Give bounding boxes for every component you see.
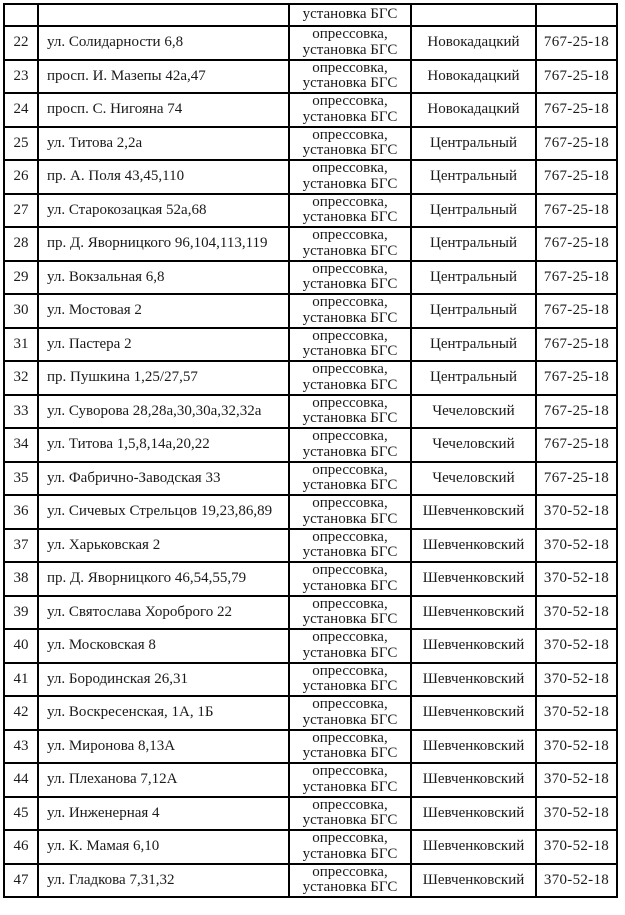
works-line-2: установка БГС — [302, 142, 398, 159]
row-number-cell — [4, 4, 38, 26]
district-cell: Центральный — [411, 160, 536, 194]
district-cell: Центральный — [411, 361, 536, 395]
phone-cell: 767-25-18 — [536, 395, 617, 429]
table-row — [4, 663, 617, 697]
works-cell — [289, 797, 411, 831]
district-cell: Центральный — [411, 294, 536, 328]
table-row — [4, 93, 617, 127]
works-line-2: установка БГС — [302, 845, 398, 862]
district-cell: Центральный — [411, 227, 536, 261]
district-cell: Чечеловский — [411, 395, 536, 429]
works-line-2: установка БГС — [302, 510, 398, 527]
table-row — [4, 60, 617, 94]
row-number-cell: 45 — [4, 797, 38, 831]
works-cell — [289, 261, 411, 295]
address-cell: ул. Харьковская 2 — [38, 529, 289, 563]
works-cell — [289, 127, 411, 161]
works-line-1: опрессовка, — [312, 830, 388, 847]
row-number-cell: 22 — [4, 26, 38, 60]
phone-cell: 370-52-18 — [536, 495, 617, 529]
works-line-2: установка БГС — [302, 309, 398, 326]
rows-container — [4, 4, 617, 897]
works-line-1: опрессовка, — [312, 595, 388, 612]
district-cell: Шевченковский — [411, 529, 536, 563]
row-number-cell: 40 — [4, 629, 38, 663]
address-cell: пр. Д. Яворницкого 96,104,113,119 — [38, 227, 289, 261]
works-line-2: установка БГС — [302, 678, 398, 695]
table-row — [4, 194, 617, 228]
district-cell: Центральный — [411, 328, 536, 362]
phone-cell: 370-52-18 — [536, 797, 617, 831]
works-cell — [289, 529, 411, 563]
works-line-2: установка БГС — [302, 175, 398, 192]
works-line-2: установка БГС — [302, 879, 398, 896]
table-row — [4, 529, 617, 563]
works-line-2: установка БГС — [302, 644, 398, 661]
works-cell — [289, 395, 411, 429]
address-cell: ул. Солидарности 6,8 — [38, 26, 289, 60]
phone-cell: 767-25-18 — [536, 227, 617, 261]
works-line-1: опрессовка, — [312, 495, 388, 512]
works-line-2: установка БГС — [302, 812, 398, 829]
phone-cell: 370-52-18 — [536, 663, 617, 697]
table-row — [4, 696, 617, 730]
phone-cell — [536, 4, 617, 26]
phone-cell: 370-52-18 — [536, 596, 617, 630]
district-cell: Чечеловский — [411, 428, 536, 462]
works-line-1: опрессовка, — [312, 428, 388, 445]
district-cell: Шевченковский — [411, 629, 536, 663]
works-line-1: опрессовка, — [312, 26, 388, 43]
works-line-1: опрессовка, — [312, 93, 388, 110]
table-row — [4, 294, 617, 328]
works-line-1: опрессовка, — [312, 361, 388, 378]
works-line-1: опрессовка, — [312, 562, 388, 579]
phone-cell: 767-25-18 — [536, 194, 617, 228]
address-cell: ул. Вокзальная 6,8 — [38, 261, 289, 295]
address-cell: просп. С. Нигояна 74 — [38, 93, 289, 127]
works-cell — [289, 93, 411, 127]
row-number-cell: 46 — [4, 830, 38, 864]
table-row — [4, 629, 617, 663]
phone-cell: 370-52-18 — [536, 730, 617, 764]
works-line-2: установка БГС — [302, 410, 398, 427]
phone-cell: 767-25-18 — [536, 328, 617, 362]
district-cell: Шевченковский — [411, 864, 536, 898]
works-line-2: установка БГС — [302, 711, 398, 728]
row-number-cell: 32 — [4, 361, 38, 395]
works-line-1: опрессовка, — [312, 796, 388, 813]
works-line-2: установка БГС — [302, 611, 398, 628]
row-number-cell: 25 — [4, 127, 38, 161]
table-row — [4, 562, 617, 596]
works-cell — [289, 428, 411, 462]
works-line-1: опрессовка, — [312, 294, 388, 311]
works-line-1: опрессовка, — [312, 394, 388, 411]
address-cell: ул. Мостовая 2 — [38, 294, 289, 328]
works-line-1: опрессовка, — [312, 763, 388, 780]
district-cell: Шевченковский — [411, 696, 536, 730]
phone-cell: 370-52-18 — [536, 830, 617, 864]
works-line-1: опрессовка, — [312, 126, 388, 143]
works-line-1: опрессовка, — [312, 729, 388, 746]
works-line-2: установка БГС — [302, 108, 398, 125]
phone-cell: 767-25-18 — [536, 361, 617, 395]
works-cell — [289, 160, 411, 194]
works-cell — [289, 294, 411, 328]
phone-cell: 767-25-18 — [536, 26, 617, 60]
works-line-1: опрессовка, — [312, 260, 388, 277]
address-cell: ул. Гладкова 7,31,32 — [38, 864, 289, 898]
district-cell: Шевченковский — [411, 562, 536, 596]
works-line-2: установка БГС — [302, 577, 398, 594]
row-number-cell: 38 — [4, 562, 38, 596]
address-cell: ул. Сичевых Стрельцов 19,23,86,89 — [38, 495, 289, 529]
works-line-2: установка БГС — [302, 745, 398, 762]
row-number-cell: 27 — [4, 194, 38, 228]
row-number-cell: 35 — [4, 462, 38, 496]
row-number-cell: 24 — [4, 93, 38, 127]
phone-cell: 767-25-18 — [536, 60, 617, 94]
schedule-table — [3, 3, 618, 898]
row-number-cell: 37 — [4, 529, 38, 563]
district-cell: Новокадацкий — [411, 26, 536, 60]
row-number-cell: 31 — [4, 328, 38, 362]
row-number-cell: 41 — [4, 663, 38, 697]
phone-cell: 767-25-18 — [536, 127, 617, 161]
works-cell — [289, 763, 411, 797]
table-row — [4, 361, 617, 395]
address-cell: ул. Святослава Хороброго 22 — [38, 596, 289, 630]
district-cell: Новокадацкий — [411, 93, 536, 127]
address-cell: ул. Инженерная 4 — [38, 797, 289, 831]
table-row — [4, 227, 617, 261]
works-line-1: опрессовка, — [312, 696, 388, 713]
district-cell: Центральный — [411, 127, 536, 161]
phone-cell: 370-52-18 — [536, 529, 617, 563]
works-cell — [289, 830, 411, 864]
works-cell — [289, 696, 411, 730]
works-line-1: опрессовка, — [312, 193, 388, 210]
table-row — [4, 395, 617, 429]
row-number-cell: 36 — [4, 495, 38, 529]
works-cell — [289, 562, 411, 596]
phone-cell: 767-25-18 — [536, 294, 617, 328]
phone-cell: 767-25-18 — [536, 261, 617, 295]
address-cell: пр. Пушкина 1,25/27,57 — [38, 361, 289, 395]
works-cell — [289, 495, 411, 529]
works-line-1: опрессовка, — [312, 863, 388, 880]
address-cell: пр. А. Поля 43,45,110 — [38, 160, 289, 194]
works-line-2: установка БГС — [302, 544, 398, 561]
row-number-cell: 44 — [4, 763, 38, 797]
address-cell: ул. Воскресенская, 1А, 1Б — [38, 696, 289, 730]
works-line-2: установка БГС — [302, 443, 398, 460]
works-line-1: опрессовка, — [312, 227, 388, 244]
table-row — [4, 596, 617, 630]
district-cell: Центральный — [411, 194, 536, 228]
row-number-cell: 26 — [4, 160, 38, 194]
address-cell: ул. Старокозацкая 52а,68 — [38, 194, 289, 228]
district-cell: Шевченковский — [411, 763, 536, 797]
address-cell — [38, 4, 289, 26]
works-cell — [289, 60, 411, 94]
row-number-cell: 28 — [4, 227, 38, 261]
table-row — [4, 797, 617, 831]
works-line-2: установка БГС — [302, 477, 398, 494]
phone-cell: 767-25-18 — [536, 428, 617, 462]
continuation-row — [4, 4, 617, 26]
row-number-cell: 47 — [4, 864, 38, 898]
address-cell: ул. К. Мамая 6,10 — [38, 830, 289, 864]
row-number-cell: 29 — [4, 261, 38, 295]
address-cell: ул. Миронова 8,13А — [38, 730, 289, 764]
table-row — [4, 160, 617, 194]
works-line-1: опрессовка, — [312, 662, 388, 679]
works-line-1: опрессовка, — [312, 461, 388, 478]
works-line-1: опрессовка, — [312, 327, 388, 344]
works-cell — [289, 328, 411, 362]
works-cell — [289, 596, 411, 630]
works-line-1: опрессовка, — [312, 59, 388, 76]
works-line-2: установка БГС — [302, 276, 398, 293]
works-line-2: установка БГС — [302, 209, 398, 226]
phone-cell: 370-52-18 — [536, 629, 617, 663]
table-row — [4, 830, 617, 864]
district-cell: Новокадацкий — [411, 60, 536, 94]
works-cell — [289, 864, 411, 898]
row-number-cell: 33 — [4, 395, 38, 429]
table-row — [4, 127, 617, 161]
works-line-2: установка БГС — [302, 75, 398, 92]
district-cell: Шевченковский — [411, 830, 536, 864]
district-cell: Чечеловский — [411, 462, 536, 496]
phone-cell: 370-52-18 — [536, 864, 617, 898]
row-number-cell: 23 — [4, 60, 38, 94]
works-line-1: опрессовка, — [312, 528, 388, 545]
row-number-cell: 34 — [4, 428, 38, 462]
address-cell: ул. Титова 1,5,8,14а,20,22 — [38, 428, 289, 462]
district-cell: Шевченковский — [411, 596, 536, 630]
row-number-cell: 42 — [4, 696, 38, 730]
works-line-2: установка БГС — [302, 343, 398, 360]
works-line-2: установка БГС — [302, 41, 398, 58]
address-cell: ул. Плеханова 7,12А — [38, 763, 289, 797]
table-row — [4, 428, 617, 462]
works-line-2: установка БГС — [302, 778, 398, 795]
address-cell: ул. Пастера 2 — [38, 328, 289, 362]
works-cell — [289, 629, 411, 663]
address-cell: ул. Московская 8 — [38, 629, 289, 663]
district-cell: Шевченковский — [411, 797, 536, 831]
phone-cell: 767-25-18 — [536, 160, 617, 194]
address-cell: ул. Фабрично-Заводская 33 — [38, 462, 289, 496]
phone-cell: 767-25-18 — [536, 462, 617, 496]
table-row — [4, 495, 617, 529]
table-row — [4, 730, 617, 764]
works-cell — [289, 730, 411, 764]
works-line-2: установка БГС — [302, 376, 398, 393]
address-cell: ул. Титова 2,2а — [38, 127, 289, 161]
address-cell: ул. Суворова 28,28а,30,30а,32,32а — [38, 395, 289, 429]
phone-cell: 767-25-18 — [536, 93, 617, 127]
phone-cell: 370-52-18 — [536, 562, 617, 596]
table-row — [4, 763, 617, 797]
table-row — [4, 864, 617, 898]
works-line-1: опрессовка, — [312, 629, 388, 646]
works-cell — [289, 227, 411, 261]
works-cell — [289, 194, 411, 228]
district-cell — [411, 4, 536, 26]
address-cell: ул. Бородинская 26,31 — [38, 663, 289, 697]
phone-cell: 370-52-18 — [536, 696, 617, 730]
table-row — [4, 328, 617, 362]
address-cell: просп. И. Мазепы 42а,47 — [38, 60, 289, 94]
table-row — [4, 462, 617, 496]
district-cell: Шевченковский — [411, 730, 536, 764]
row-number-cell: 43 — [4, 730, 38, 764]
table-row — [4, 26, 617, 60]
works-cell: установка БГС — [289, 4, 411, 26]
district-cell: Шевченковский — [411, 663, 536, 697]
works-line-2: установка БГС — [302, 242, 398, 259]
works-cell — [289, 26, 411, 60]
works-line-1: опрессовка, — [312, 160, 388, 177]
table-row — [4, 261, 617, 295]
row-number-cell: 39 — [4, 596, 38, 630]
district-cell: Шевченковский — [411, 495, 536, 529]
address-cell: пр. Д. Яворницкого 46,54,55,79 — [38, 562, 289, 596]
district-cell: Центральный — [411, 261, 536, 295]
phone-cell: 370-52-18 — [536, 763, 617, 797]
row-number-cell: 30 — [4, 294, 38, 328]
works-cell — [289, 663, 411, 697]
works-cell — [289, 361, 411, 395]
works-cell — [289, 462, 411, 496]
